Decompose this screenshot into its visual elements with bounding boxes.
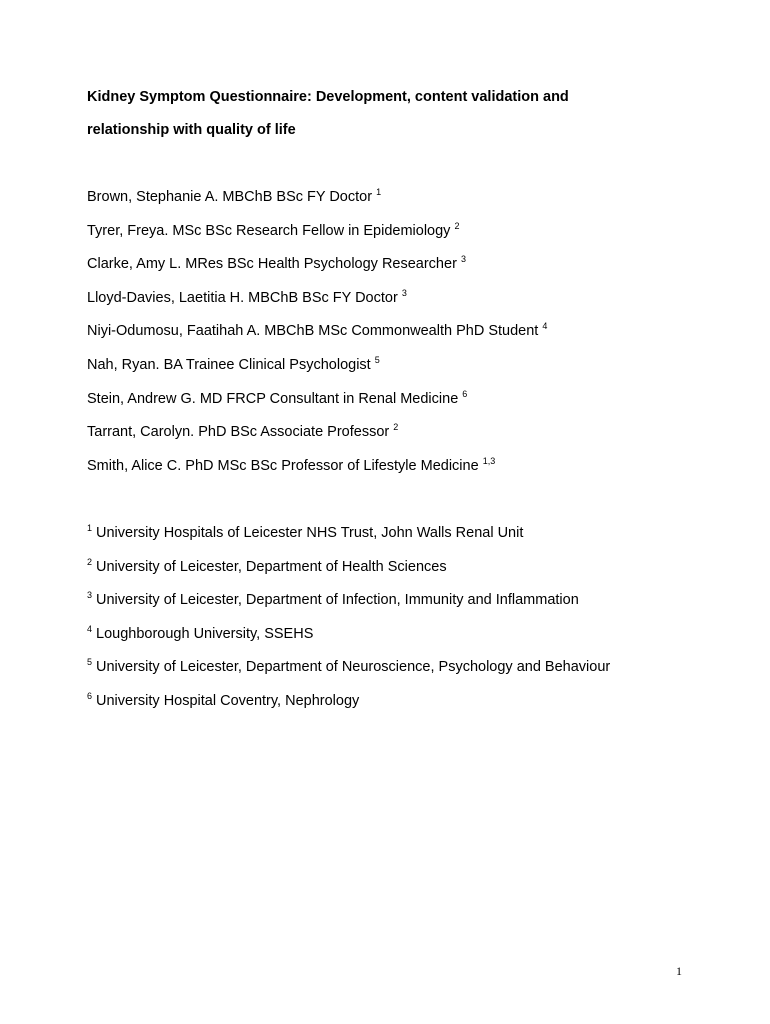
title-line-1: Kidney Symptom Questionnaire: Development, content validation and bbox=[87, 89, 569, 105]
author-line bbox=[87, 323, 547, 339]
author-name: Smith, Alice C. PhD MSc BSc Professor of Lifestyle Medicine bbox=[87, 458, 479, 474]
affiliation-text: Loughborough University, SSEHS bbox=[96, 626, 314, 642]
author-name: Tarrant, Carolyn. PhD BSc Associate Professor bbox=[87, 424, 390, 440]
author-affiliation-mark: 5 bbox=[374, 355, 380, 365]
author-line bbox=[87, 424, 398, 440]
affiliation-text: University Hospitals of Leicester NHS Trust, John Walls Renal Unit bbox=[96, 525, 524, 541]
affiliation-text: University of Leicester, Department of Health Sciences bbox=[96, 559, 447, 575]
author-name: Stein, Andrew G. MD FRCP Consultant in Renal Medicine bbox=[87, 391, 459, 407]
affiliation-line bbox=[87, 693, 359, 709]
author-affiliation-mark: 1 bbox=[376, 187, 382, 197]
affiliation-mark: 6 bbox=[87, 691, 93, 701]
affiliation-line bbox=[87, 525, 523, 541]
affiliation-mark: 4 bbox=[87, 624, 93, 634]
affiliation-text: University Hospital Coventry, Nephrology bbox=[96, 693, 360, 709]
author-line bbox=[87, 189, 381, 205]
affiliation-line bbox=[87, 592, 579, 608]
author-name: Brown, Stephanie A. MBChB BSc FY Doctor bbox=[87, 189, 373, 205]
author-affiliation-mark: 2 bbox=[393, 422, 399, 432]
author-name: Niyi-Odumosu, Faatihah A. MBChB MSc Commonwealth PhD Student bbox=[87, 323, 539, 339]
page-number: 1 bbox=[676, 964, 682, 978]
author-affiliation-mark: 1,3 bbox=[482, 456, 496, 466]
affiliation-line bbox=[87, 626, 313, 642]
affiliation-mark: 5 bbox=[87, 657, 93, 667]
affiliation-line bbox=[87, 659, 610, 675]
author-line bbox=[87, 458, 495, 474]
author-line bbox=[87, 223, 459, 239]
affiliation-mark: 3 bbox=[87, 590, 93, 600]
author-name: Lloyd-Davies, Laetitia H. MBChB BSc FY Doctor bbox=[87, 290, 398, 306]
affiliation-mark: 1 bbox=[87, 523, 93, 533]
author-affiliation-mark: 2 bbox=[454, 221, 460, 231]
author-line bbox=[87, 290, 407, 306]
author-line bbox=[87, 256, 466, 272]
affiliation-text: University of Leicester, Department of Infection, Immunity and Inflammation bbox=[96, 592, 579, 608]
author-affiliation-mark: 3 bbox=[401, 288, 407, 298]
author-affiliation-mark: 4 bbox=[542, 321, 548, 331]
affiliation-text: University of Leicester, Department of Neuroscience, Psychology and Behaviour bbox=[96, 659, 611, 675]
author-name: Nah, Ryan. BA Trainee Clinical Psychologist bbox=[87, 357, 371, 373]
author-affiliation-mark: 6 bbox=[462, 389, 468, 399]
author-affiliation-mark: 3 bbox=[460, 254, 466, 264]
author-name: Tyrer, Freya. MSc BSc Research Fellow in Epidemiology bbox=[87, 223, 451, 239]
author-name: Clarke, Amy L. MRes BSc Health Psychology Researcher bbox=[87, 256, 457, 272]
affiliation-line bbox=[87, 559, 447, 575]
author-line bbox=[87, 357, 380, 373]
title-line-2: relationship with quality of life bbox=[87, 122, 296, 138]
author-line bbox=[87, 391, 467, 407]
affiliation-mark: 2 bbox=[87, 557, 93, 567]
